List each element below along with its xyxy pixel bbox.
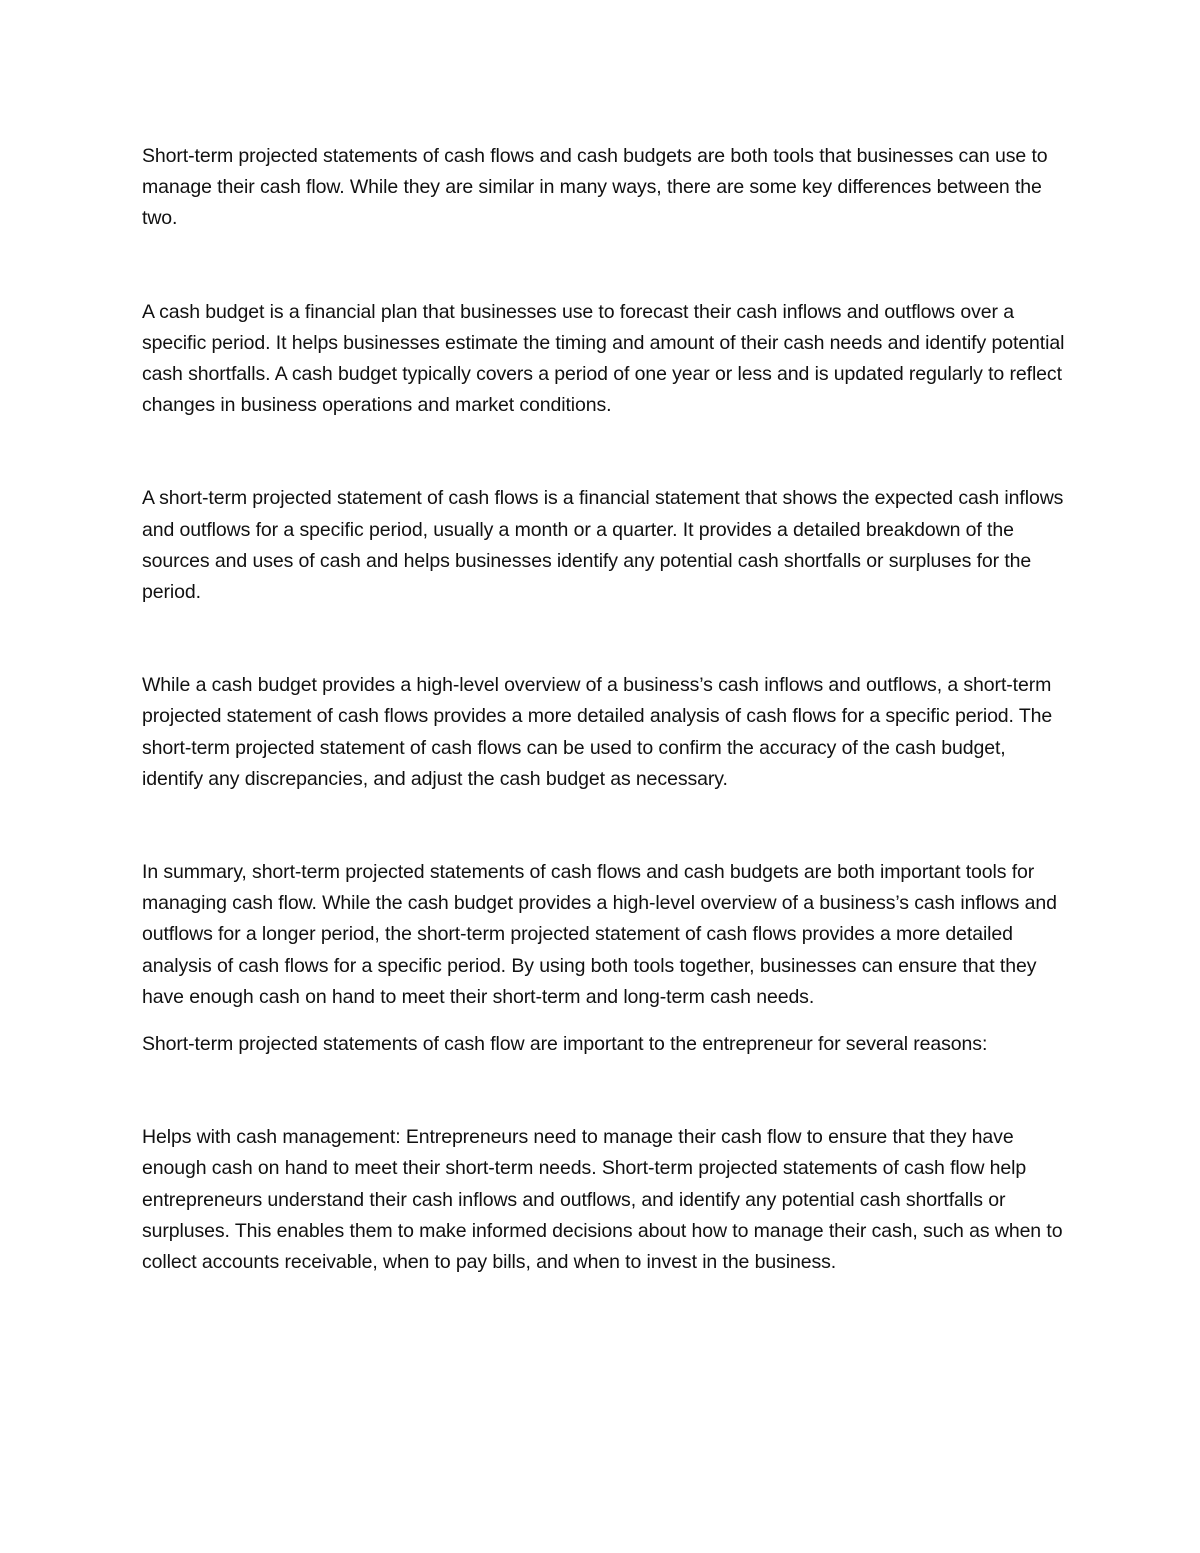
document-body — [142, 141, 1067, 1278]
paragraph-cash-management: Helps with cash management: Entrepreneurs need to manage their cash flow to ensure that they have enough cash on hand to meet their short-term needs. Short-term projected statements of cash flow help entrepreneurs understand their cash inflows and outflows, and identify any potential cash shortfalls or surpluses. This enables them to make informed decisions about how to manage their cash, such as when to collect accounts receivable, when to pay bills, and when to invest in the business. — [142, 1126, 1063, 1274]
paragraph-importance: Short-term projected statements of cash flow are important to the entrepreneur for several reasons: — [142, 1033, 988, 1056]
paragraph-cash-budget: A cash budget is a financial plan that businesses use to forecast their cash inflows and outflows over a specific period. It helps businesses estimate the timing and amount of their cash needs and identify potential cash shortfalls. A cash budget typically covers a period of one year or less and is updated regularly to reflect changes in business operations and market conditions. — [142, 300, 1065, 417]
paragraph-projected-statement: A short-term projected statement of cash flows is a financial statement that shows the expected cash inflows and outflows for a specific period, usually a month or a quarter. It provides a detailed breakdown of the sources and uses of cash and helps businesses identify any potential cash shortfalls or surpluses for the period. — [142, 487, 1064, 604]
paragraph-summary: In summary, short-term projected statements of cash flows and cash budgets are both important tools for managing cash flow. While the cash budget provides a high-level overview of a business’s cash inflows and outflows for a longer period, the short-term projected statement of cash flows provides a more detailed analysis of cash flows for a specific period. By using both tools together, businesses can ensure that they have enough cash on hand to meet their short-term and long-term cash needs. — [142, 861, 1057, 1008]
paragraph-intro: Short-term projected statements of cash flows and cash budgets are both tools that businesses can use to manage their cash flow. While they are similar in many ways, there are some key differences between the two. — [142, 145, 1048, 230]
paragraph-comparison: While a cash budget provides a high-level overview of a business’s cash inflows and outflows, a short-term projected statement of cash flows provides a more detailed analysis of cash flows for a specific period. The short-term projected statement of cash flows can be used to confirm the accuracy of the cash budget, identify any discrepancies, and adjust the cash budget as necessary. — [142, 674, 1053, 790]
